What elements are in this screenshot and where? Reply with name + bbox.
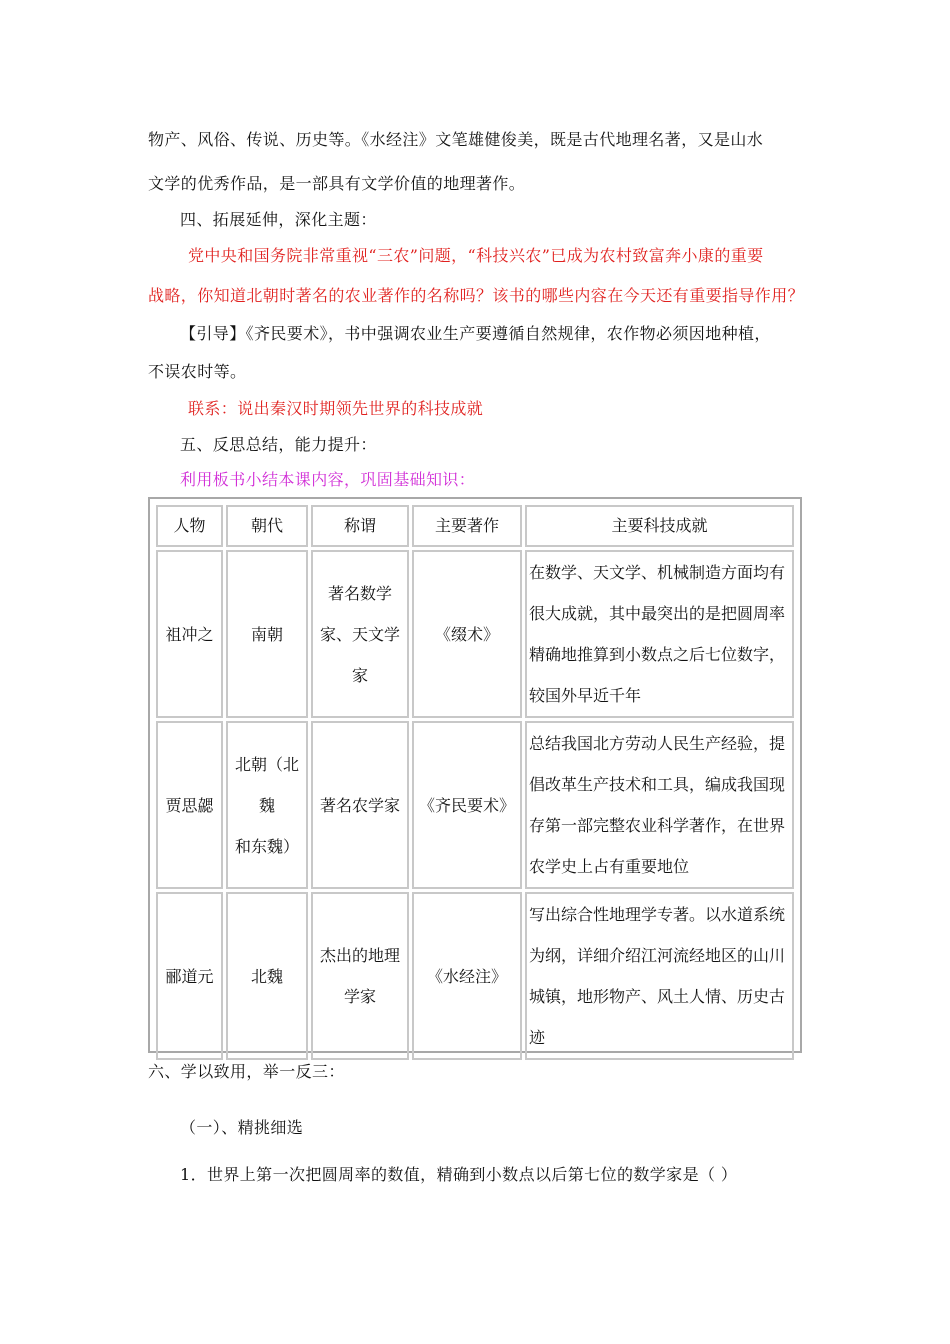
summary-table [148, 497, 802, 1053]
table-header-row [156, 505, 794, 547]
summary-text: 利用板书小结本课内容，巩固基础知识： [180, 470, 476, 489]
achievement-cell: 总结我国北方劳动人民生产经验，提 倡改革生产技术和工具，编成我国现 存第一部完整农业科学著作，在世界 农学史上占有重要地位 [525, 721, 794, 889]
work-cell: 《齐民要术》 [412, 721, 522, 889]
link-text: 联系：说出秦汉时期领先世界的科技成就 [188, 399, 484, 418]
person-cell: 郦道元 [156, 892, 223, 1060]
table-row [156, 892, 794, 1060]
table-header-cell: 称谓 [311, 505, 409, 547]
table-header-cell: 主要科技成就 [525, 505, 794, 547]
section-heading: 四、拓展延伸，深化主题： [180, 210, 377, 229]
work-cell: 《缀术》 [412, 550, 522, 718]
table-header-cell: 人物 [156, 505, 223, 547]
section-heading: 六、学以致用，举一反三： [148, 1062, 345, 1081]
guide-text: 不误农时等。 [148, 362, 247, 381]
title-cell: 杰出的地理 学家 [311, 892, 409, 1060]
section-heading: 五、反思总结，能力提升： [180, 435, 377, 454]
title-cell: 著名数学 家、天文学 家 [311, 550, 409, 718]
achievement-cell: 在数学、天文学、机械制造方面均有 很大成就，其中最突出的是把圆周率 精确地推算到小数点之后七位数字， 较国外早近千年 [525, 550, 794, 718]
title-cell: 著名农学家 [311, 721, 409, 889]
paragraph-line: 文学的优秀作品，是一部具有文学价值的地理著作。 [148, 174, 526, 193]
table-header-cell: 朝代 [226, 505, 308, 547]
dynasty-cell: 北魏 [226, 892, 308, 1060]
table-header-cell: 主要著作 [412, 505, 522, 547]
table-row [156, 721, 794, 889]
person-cell: 祖冲之 [156, 550, 223, 718]
sub-heading: （一）、精挑细选 [180, 1118, 304, 1137]
work-cell: 《水经注》 [412, 892, 522, 1060]
paragraph-line: 物产、风俗、传说、历史等。《水经注》文笔雄健俊美，既是古代地理名著，又是山水 [148, 130, 764, 149]
guide-text: 【引导】《齐民要术》，书中强调农业生产要遵循自然规律，农作物必须因地种植， [180, 324, 771, 343]
dynasty-cell: 南朝 [226, 550, 308, 718]
dynasty-cell: 北朝（北魏 和东魏） [226, 721, 308, 889]
table-row [156, 550, 794, 718]
question-item: 1．世界上第一次把圆周率的数值，精确到小数点以后第七位的数学家是（ ） [180, 1165, 738, 1184]
achievement-cell: 写出综合性地理学专著。以水道系统 为纲，详细介绍江河流经地区的山川 城镇，地形物产、风土人情、历史古 迹 [525, 892, 794, 1060]
person-cell: 贾思勰 [156, 721, 223, 889]
question-text: 战略，你知道北朝时著名的农业著作的名称吗？该书的哪些内容在今天还有重要指导作用？ [148, 286, 805, 305]
question-text: 党中央和国务院非常重视“三农”问题，“科技兴农”已成为农村致富奔小康的重要 [188, 246, 764, 265]
